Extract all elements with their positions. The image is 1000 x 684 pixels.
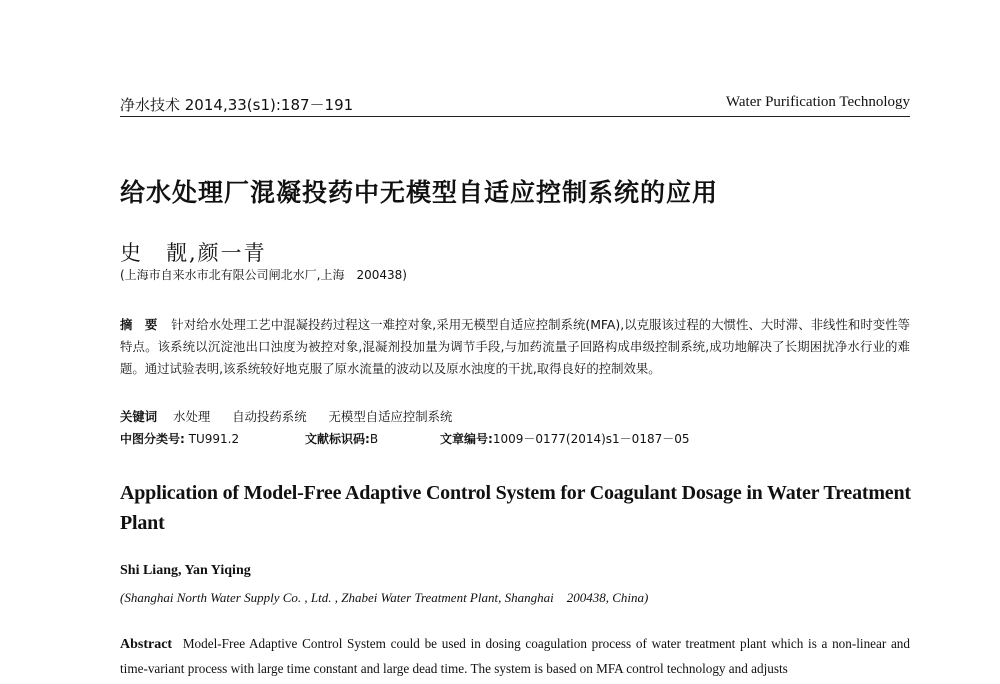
clc-value: TU991.2 <box>188 432 240 446</box>
abstract-en <box>120 632 910 681</box>
abstract-en-label: Abstract <box>120 637 173 652</box>
article-no-label: 文章编号: <box>440 432 493 446</box>
abstract-cn <box>120 314 910 380</box>
abstract-cn-label: 摘 要 <box>120 317 158 332</box>
keywords-cn-label: 关键词 <box>120 409 158 424</box>
clc-label: 中图分类号: <box>120 432 185 446</box>
running-header <box>120 94 910 117</box>
document-code <box>305 430 378 447</box>
article-number <box>440 430 690 447</box>
authors-cn: 史 靓,颜一青 <box>120 241 267 265</box>
authors-en: Shi Liang, Yan Yiqing <box>120 563 251 578</box>
journal-name-en: Water Purification Technology <box>725 94 910 110</box>
article-no-value: 1009－0177(2014)s1－0187－05 <box>492 432 690 446</box>
affiliation-en: (Shanghai North Water Supply Co. , Ltd. , Zhabei Water Treatment Plant, Shanghai 200438, China) <box>120 590 649 605</box>
clc-number <box>120 430 239 447</box>
keyword-item: 水处理 <box>173 409 211 424</box>
paper-title-en: Application of Model-Free Adaptive Control System for Coagulant Dosage in Water Treatment Plant <box>120 482 911 534</box>
doc-code-value: B <box>369 432 379 446</box>
paper-title-cn: 给水处理厂混凝投药中无模型自适应控制系统的应用 <box>120 178 719 207</box>
abstract-en-text: Model-Free Adaptive Control System could be used in dosing coagulation process of water treatment plant which is a non-linear and time-variant process with large time constant and large dead time. The system is based on MFA control technology and adjusts <box>120 636 910 676</box>
keywords-cn <box>120 407 470 425</box>
journal-citation-cn: 净水技术 2014,33(s1):187－191 <box>120 96 354 114</box>
keyword-item: 自动投药系统 <box>232 409 307 424</box>
affiliation-cn: (上海市自来水市北有限公司闸北水厂,上海 200438) <box>120 268 407 282</box>
keyword-item: 无模型自适应控制系统 <box>328 409 453 424</box>
abstract-cn-text: 针对给水处理工艺中混凝投药过程这一难控对象,采用无模型自适应控制系统(MFA),以克服该过程的大惯性、大时滞、非线性和时变性等特点。该系统以沉淀池出口浊度为被控对象,混凝剂投加量为调节手段,与加药流量子回路构成串级控制系统,成功地解决了长期困扰净水行业的难题。通过试验表明,该系统较好地克服了原水流量的波动以及原水浊度的干扰,取得良好的控制效果。 <box>120 317 911 376</box>
doc-code-label: 文献标识码: <box>305 432 370 446</box>
